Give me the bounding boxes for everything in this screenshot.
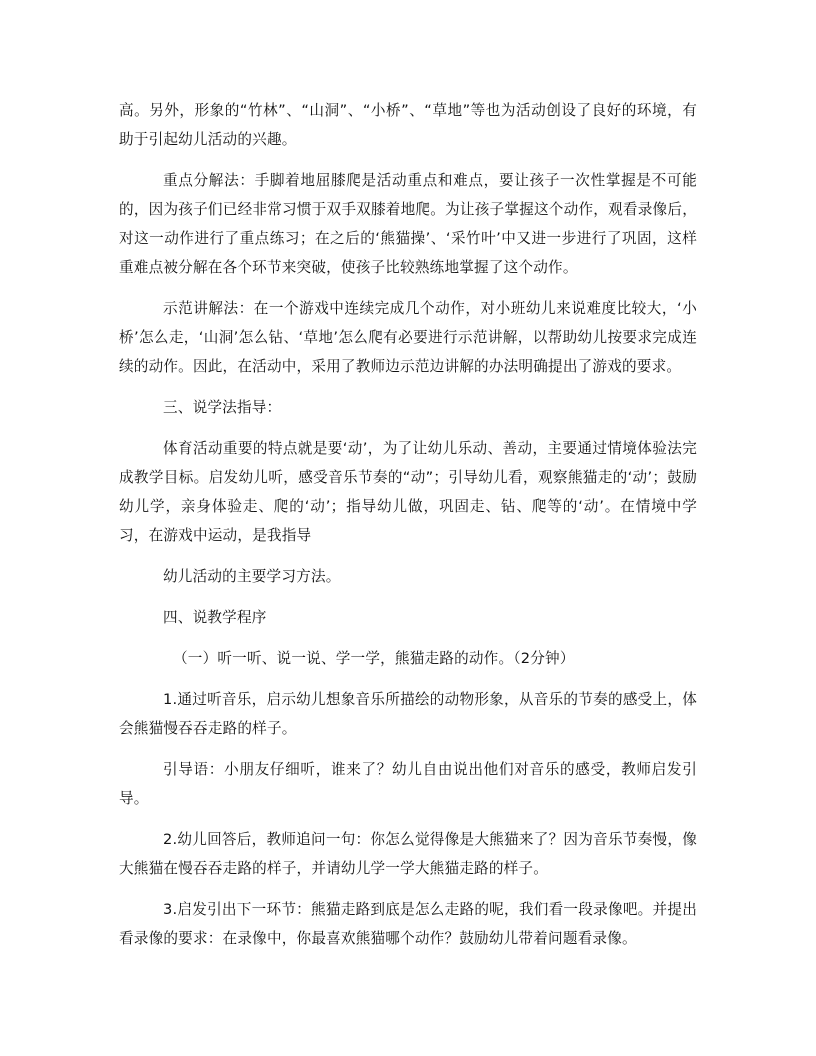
paragraph-guide-words: 引导语：小朋友仔细听，谁来了？幼儿自由说出他们对音乐的感受，教师启发引导。 [119, 761, 697, 807]
paragraph-step-1: 1.通过听音乐，启示幼儿想象音乐所描绘的动物形象，从音乐的节奏的感受上，体会熊猫慢吞吞走路的样子。 [119, 691, 697, 737]
paragraph-key-point-method: 重点分解法：手脚着地屈膝爬是活动重点和难点，要让孩子一次性掌握是不可能的，因为孩子们已经非常习惯于双手双膝着地爬。为让孩子掌握这个动作，观看录像后，对这一动作进行了重点练习；在之后的‘熊猫操’、‘采竹叶’中又进一步进行了巩固，这样重难点被分解在各个环节来突破，使孩子比较熟练地掌握了这个动作。 [119, 172, 697, 276]
subheading-step-one: （一）听一听、说一说、学一学，熊猫走路的动作。（2分钟） [173, 650, 575, 667]
paragraph-learning-method: 幼儿活动的主要学习方法。 [163, 568, 341, 585]
paragraph-step-3: 3.启发引出下一环节：熊猫走路到底是怎么走路的呢，我们看一段录像吧。并提出看录像的要求：在录像中，你最喜欢熊猫哪个动作？鼓励幼儿带着问题看录像。 [119, 901, 697, 947]
paragraph-step-2: 2.幼儿回答后，教师追问一句：你怎么觉得像是大熊猫来了？因为音乐节奏慢，像大熊猫在慢吞吞走路的样子，并请幼儿学一学大熊猫走路的样子。 [119, 831, 697, 877]
heading-learning-guidance: 三、说学法指导： [163, 399, 282, 416]
paragraph-demonstration-method: 示范讲解法：在一个游戏中连续完成几个动作，对小班幼儿来说难度比较大，‘小桥’怎么走，‘山洞’怎么钻、‘草地’怎么爬有必要进行示范讲解，以帮助幼儿按要求完成连续的动作。因此，在活动中，采用了教师边示范边讲解的办法明确提出了游戏的要求。 [119, 300, 697, 375]
document-body [119, 96, 697, 965]
heading-teaching-procedure: 四、说教学程序 [163, 609, 267, 626]
paragraph-environment: 高。另外，形象的“竹林”、“山洞”、“小桥”、“草地”等也为活动创设了良好的环境，有助于引起幼儿活动的兴趣。 [119, 102, 697, 148]
paragraph-learning-guidance: 体育活动重要的特点就是要‘动’，为了让幼儿乐动、善动，主要通过情境体验法完成教学目标。启发幼儿听，感受音乐节奏的“动”；引导幼儿看，观察熊猫走的‘动’；鼓励幼儿学，亲身体验走、爬的‘动’；指导幼儿做，巩固走、钻、爬等的‘动’。在情境中学习，在游戏中运动，是我指导 [119, 440, 697, 544]
